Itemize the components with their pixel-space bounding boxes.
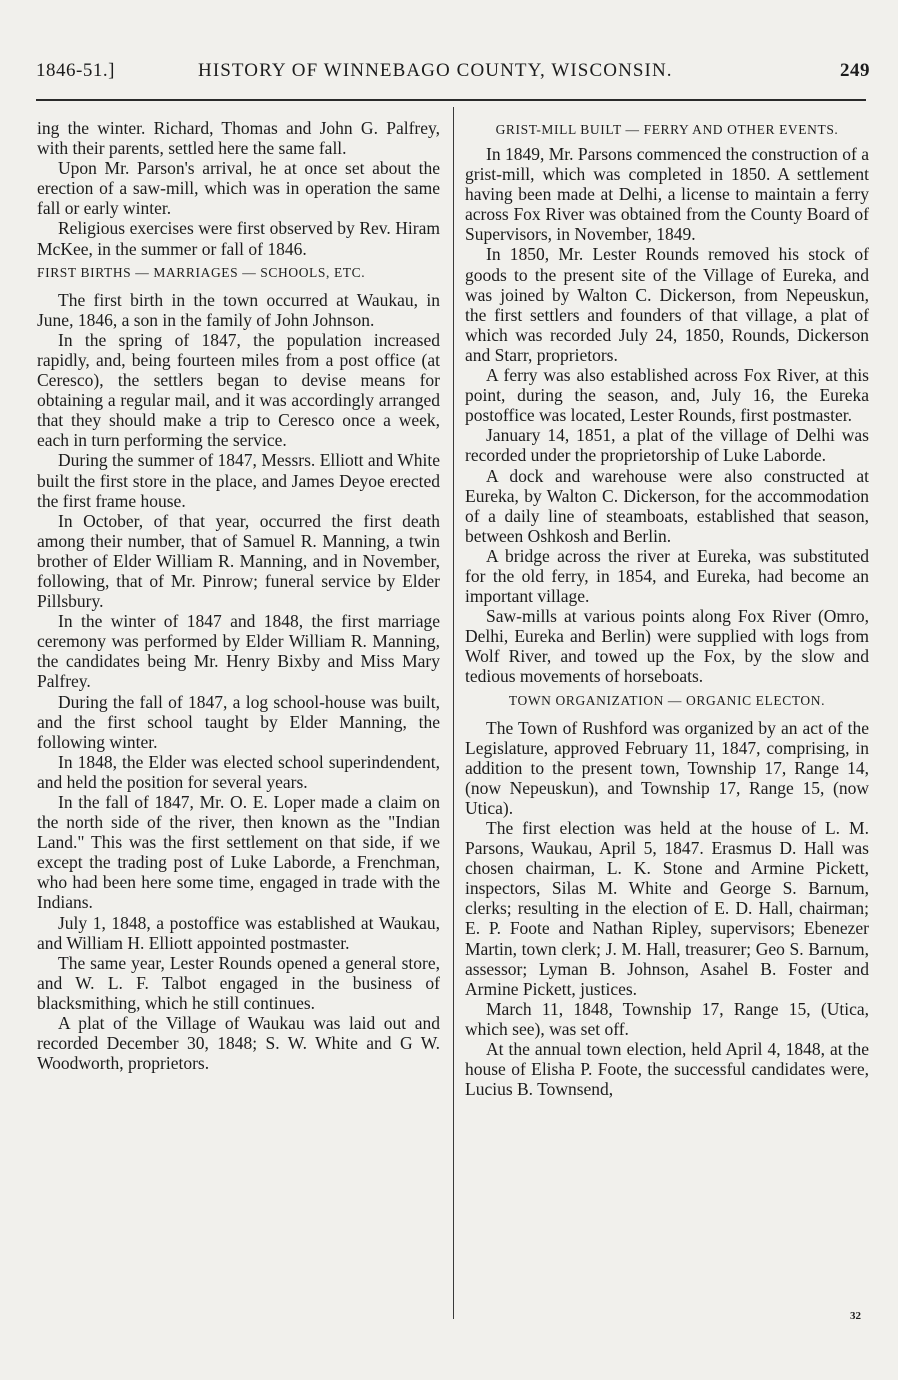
year-range: 1846-51.]: [36, 60, 115, 81]
book-title: HISTORY OF WINNEBAGO COUNTY, WISCONSIN.: [198, 60, 673, 81]
paragraph: In 1848, the Elder was elected school superindendent, and held the position for several years.: [37, 751, 440, 792]
column-divider: [453, 107, 454, 1319]
paragraph: A plat of the Village of Waukau was laid out and recorded December 30, 1848; S. W. White and G W. Woodworth, proprietors.: [37, 1013, 440, 1074]
paragraph: ing the winter. Richard, Thomas and John G. Palfrey, with their parents, settled here the same fall.: [37, 118, 440, 159]
paragraph: In 1850, Mr. Lester Rounds removed his stock of goods to the present site of the Village of Eureka, and was joined by Walton C. Dickerson, from Nepeuskun, the first settlers and founders of that village, a plat of which was recorded July 24, 1850, Rounds, Dickerson and Starr, proprietors.: [465, 244, 869, 365]
paragraph: The first election was held at the house of L. M. Parsons, Waukau, April 5, 1847. Erasmus D. Hall was chosen chairman, L. K. Stone and Armine Pickett, inspectors, Silas M. White and George S. Barnum, clerks; resulting in the election of E. D. Hall, chairman; E. P. Foote and Nathan Ripley, supervisors; Ebenezer Martin, town clerk; J. M. Hall, treasurer; Geo S. Barnum, assessor; Lyman B. Johnson, Asahel B. Foster and Armine Pickett, justices.: [465, 818, 869, 999]
paragraph: In the winter of 1847 and 1848, the first marriage ceremony was performed by Elder William R. Manning, the candidates being Mr. Henry Bixby and Miss Mary Palfrey.: [37, 611, 440, 692]
left-column: [37, 118, 440, 1073]
signature-mark: 32: [850, 1310, 861, 1322]
section-heading: FIRST BIRTHS — MARRIAGES — SCHOOLS, ETC.: [37, 264, 366, 280]
paragraph: The same year, Lester Rounds opened a general store, and W. L. F. Talbot engaged in the business of blacksmithing, which he still continues.: [37, 952, 440, 1013]
right-column: [465, 118, 869, 1099]
paragraph: In 1849, Mr. Parsons commenced the construction of a grist-mill, which was completed in 1850. A settlement having been made at Delhi, a license to maintain a ferry across Fox River was obtained from the County Board of Supervisors, in November, 1849.: [465, 144, 869, 245]
paragraph: A bridge across the river at Eureka, was substituted for the old ferry, in 1854, and Eureka, had become an important village.: [465, 545, 869, 607]
paragraph: Saw-mills at various points along Fox River (Omro, Delhi, Eureka and Berlin) were supplied with logs from Wolf River, and towed up the Fox, by the slow and tedious movements of horseboats.: [465, 606, 869, 687]
paragraph: At the annual town election, held April 4, 1848, at the house of Elisha P. Foote, the successful candidates were, Lucius B. Townsend,: [465, 1039, 869, 1100]
paragraph: During the fall of 1847, a log school-house was built, and the first school taught by Elder Manning, the following winter.: [37, 691, 440, 752]
running-head: [36, 60, 870, 90]
paragraph: During the summer of 1847, Messrs. Elliott and White built the first store in the place, and James Deyoe erected the first frame house.: [37, 450, 440, 511]
paragraph: In the fall of 1847, Mr. O. E. Loper made a claim on the north side of the river, then known as the "Indian Land." This was the first settlement on that side, if we except the trading post of Luke Laborde, a Frenchman, who had been here some time, engaged in trade with the Indians.: [37, 792, 440, 913]
paragraph: July 1, 1848, a postoffice was established at Waukau, and William H. Elliott appointed postmaster.: [37, 912, 440, 953]
page-number: 249: [840, 60, 870, 81]
paragraph: The Town of Rushford was organized by an act of the Legislature, approved February 11, 1847, comprising, in addition to the present town, Township 17, Range 14, (now Nepeuskun), and Township 17, Range 15, (now Utica).: [465, 717, 869, 818]
paragraph: January 14, 1851, a plat of the village of Delhi was recorded under the proprietorship of Luke Laborde.: [465, 425, 869, 466]
section-heading: GRIST-MILL BUILT — FERRY AND OTHER EVENTS.: [495, 122, 839, 137]
paragraph: March 11, 1848, Township 17, Range 15, (Utica, which see), was set off.: [465, 998, 869, 1039]
paragraph: Religious exercises were first observed by Rev. Hiram McKee, in the summer or fall of 1846.: [37, 218, 440, 259]
paragraph: The first birth in the town occurred at Waukau, in June, 1846, a son in the family of John Johnson.: [37, 289, 440, 330]
paragraph: A ferry was also established across Fox River, at this point, during the season, and, July 16, the Eureka postoffice was located, Lester Rounds, first postmaster.: [465, 365, 869, 426]
paragraph: A dock and warehouse were also constructed at Eureka, by Walton C. Dickerson, for the accommodation of a daily line of steamboats, established that season, between Oshkosh and Berlin.: [465, 465, 869, 546]
paragraph: In the spring of 1847, the population increased rapidly, and, being fourteen miles from a post office (at Ceresco), the settlers began to devise means for obtaining a regular mail, and it was accordingly arranged that they should make a trip to Ceresco once a week, each in turn performing the service.: [37, 329, 440, 451]
paragraph: In October, of that year, occurred the first death among their number, that of Samuel R. Manning, a twin brother of Elder William R. Manning, and in November, following, that of Mr. Pinrow; funeral service by Elder Pillsbury.: [37, 510, 440, 612]
paragraph: Upon Mr. Parson's arrival, he at once set about the erection of a saw-mill, which was in operation the same fall or early winter.: [37, 158, 440, 219]
section-heading: TOWN ORGANIZATION — ORGANIC ELECTON.: [508, 692, 826, 708]
header-rule: [36, 99, 866, 101]
